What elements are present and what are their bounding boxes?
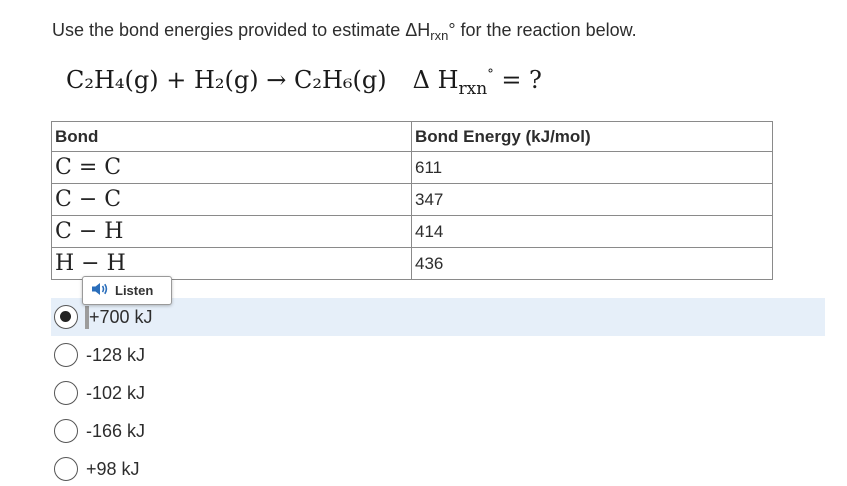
radio-button[interactable] (54, 419, 78, 443)
energy-cell: 611 (412, 152, 773, 184)
answer-option[interactable] (0, 450, 847, 486)
enthalpy-degree: ° (487, 67, 494, 82)
answer-options (0, 298, 847, 486)
question-text (52, 20, 637, 43)
table-row (52, 152, 773, 184)
answer-option[interactable] (0, 336, 847, 374)
option-label: -102 kJ (86, 382, 146, 403)
question-suffix: ° for the reaction below. (448, 20, 637, 40)
listen-label: Listen (115, 283, 154, 298)
table-row (52, 184, 773, 216)
radio-button[interactable] (54, 305, 78, 329)
option-label: -166 kJ (86, 420, 146, 441)
radio-button[interactable] (54, 343, 78, 367)
bond-cell: C − H (52, 216, 412, 248)
enthalpy-rhs: = ? (493, 66, 542, 94)
radio-button[interactable] (54, 381, 78, 405)
enthalpy-subscript: rxn (458, 79, 488, 99)
radio-button[interactable] (54, 457, 78, 481)
energy-cell: 414 (412, 216, 773, 248)
column-header-bond: Bond (52, 122, 412, 152)
question-prefix: Use the bond energies provided to estimate ΔH (52, 20, 431, 40)
bond-cell: C − C (52, 184, 412, 216)
bond-cell: H − H (52, 248, 412, 280)
reaction-formula: C₂H₄(g) + H₂(g) → C₂H₆(g) (66, 66, 387, 94)
table-row (52, 248, 773, 280)
option-label: +700 kJ (85, 306, 154, 329)
answer-option[interactable] (0, 412, 847, 450)
enthalpy-symbol: Δ H (412, 66, 459, 94)
speaker-icon (91, 282, 115, 299)
energy-cell: 347 (412, 184, 773, 216)
reaction-equation (66, 66, 542, 99)
table-header-row (52, 122, 773, 152)
table-row (52, 216, 773, 248)
option-label: -128 kJ (86, 344, 146, 365)
option-label: +98 kJ (86, 458, 140, 479)
answer-option[interactable] (0, 374, 847, 412)
bond-energy-table (51, 121, 773, 280)
energy-cell: 436 (412, 248, 773, 280)
column-header-energy: Bond Energy (kJ/mol) (412, 122, 773, 152)
question-subscript: rxn (430, 28, 449, 43)
listen-button[interactable] (82, 276, 172, 305)
bond-cell: C = C (52, 152, 412, 184)
